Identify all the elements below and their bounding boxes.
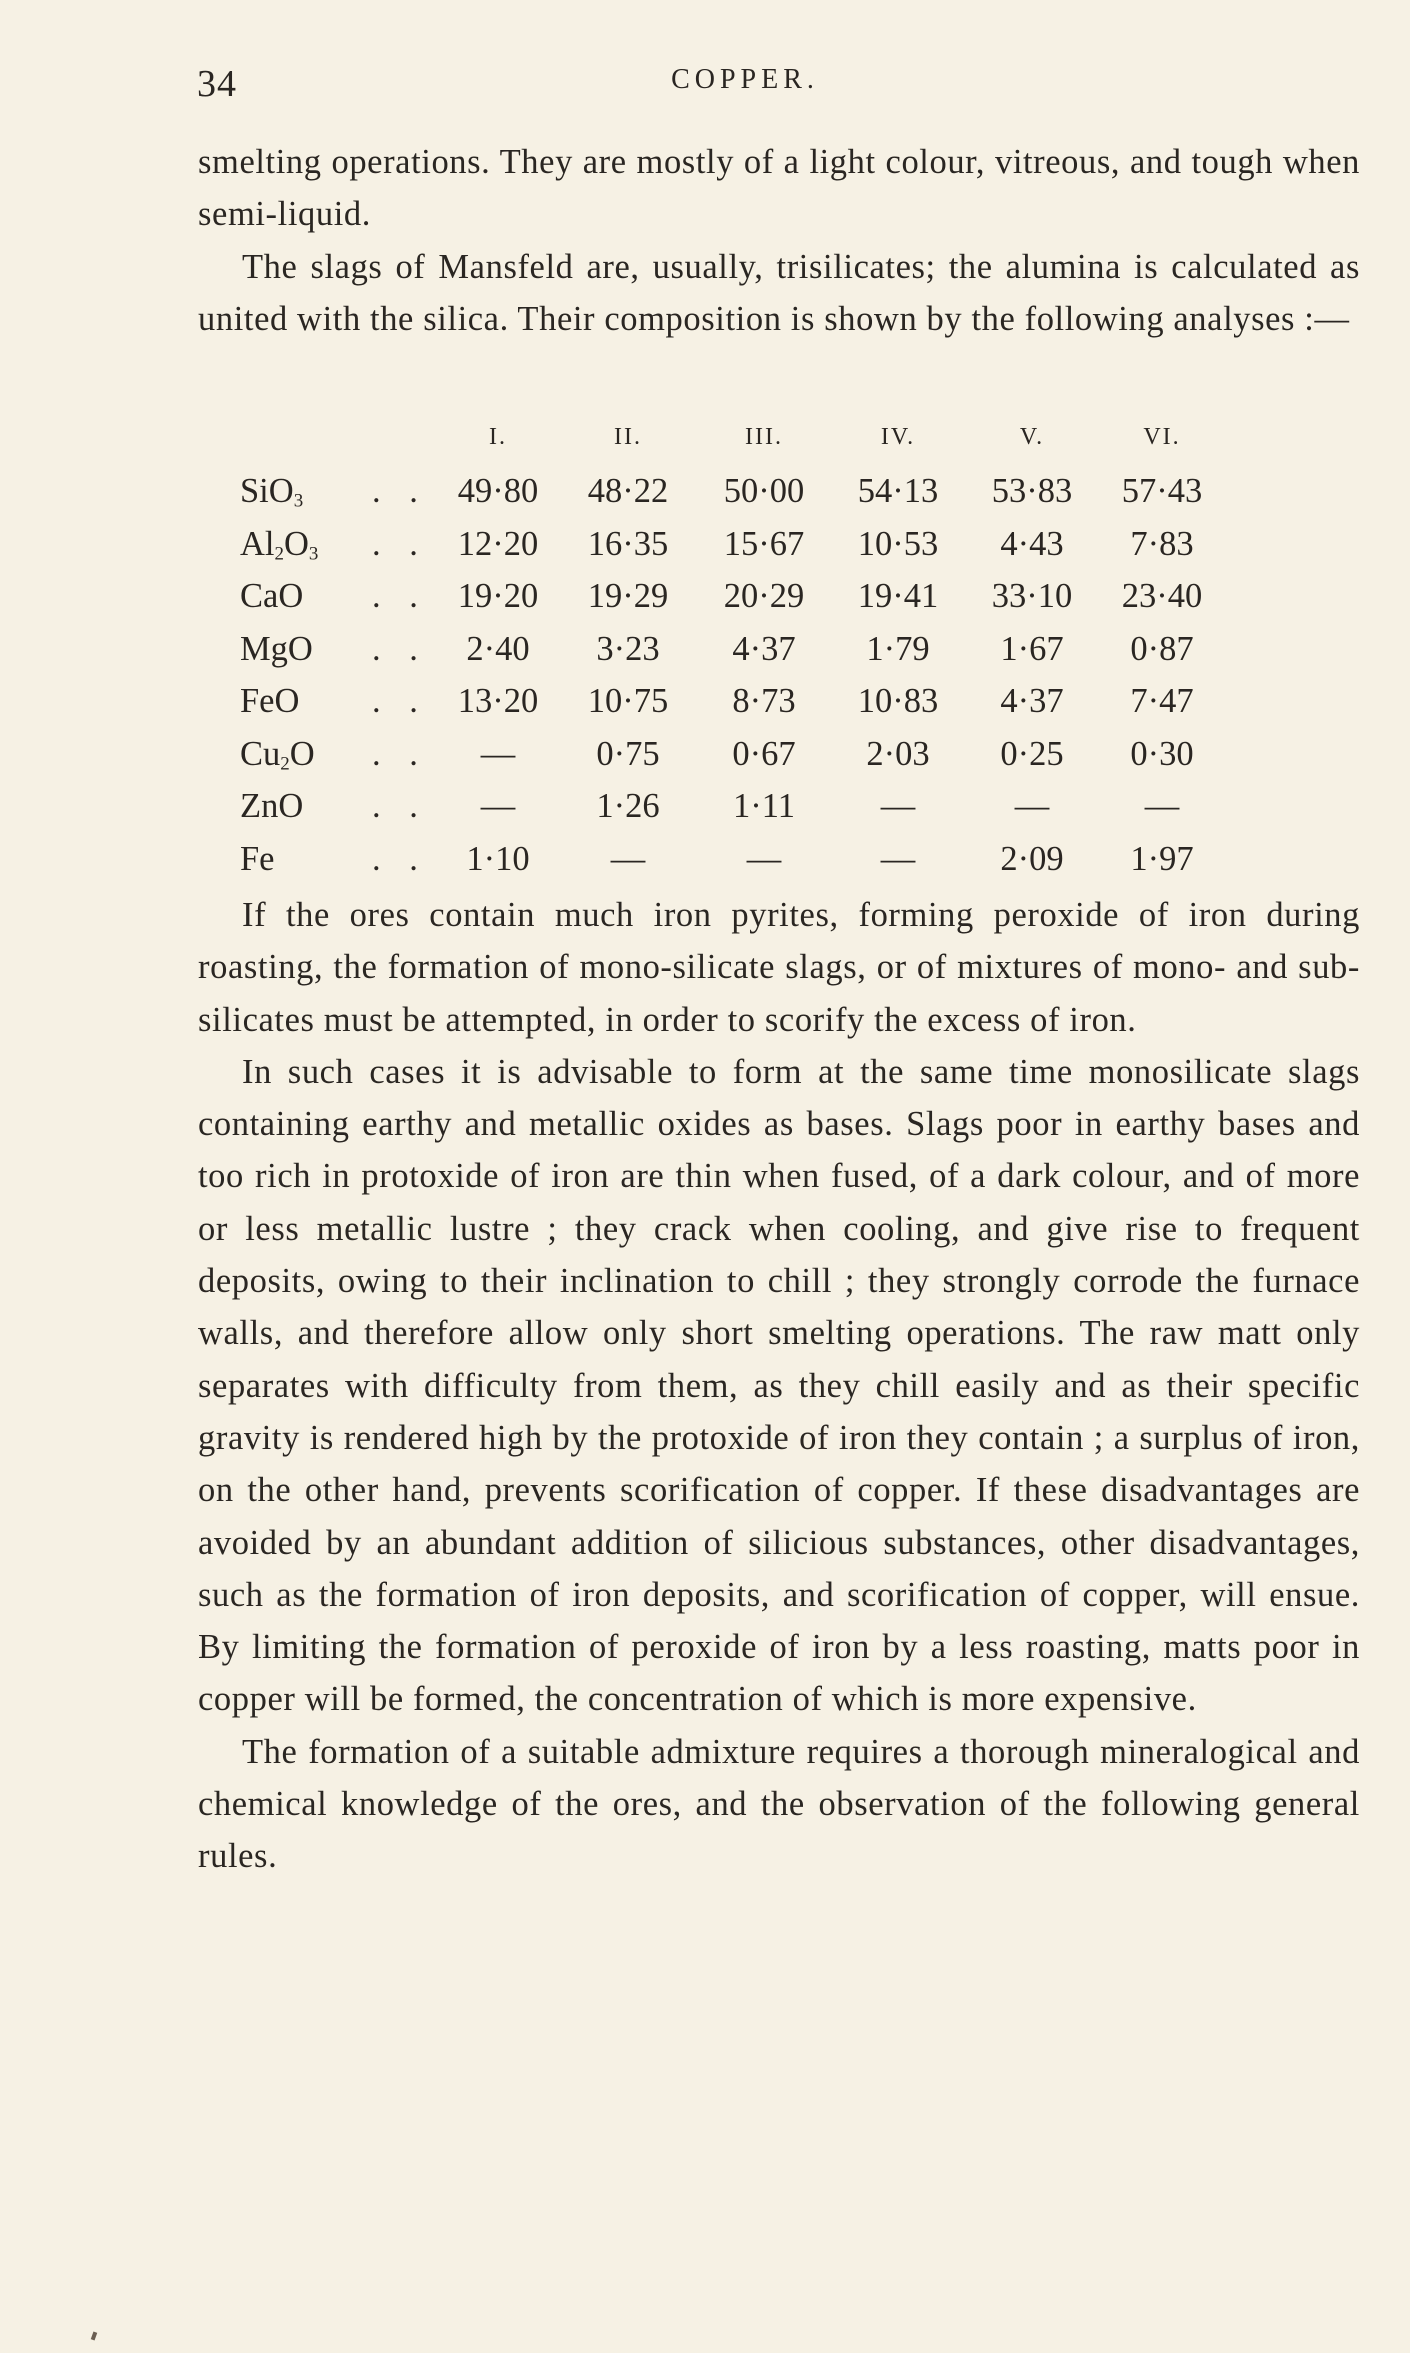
table-cell: 1·10 [466, 839, 530, 878]
table-cell: 1·26 [596, 787, 660, 825]
oxide-label: MgO [240, 629, 313, 668]
table-cell: 10·83 [857, 682, 939, 720]
table-cell: — [746, 839, 782, 878]
table-cell: 0·75 [596, 734, 660, 773]
table-cell: 3·23 [596, 629, 660, 668]
page-number: 34 [197, 63, 237, 105]
table-cell: 16·35 [587, 524, 669, 563]
table-cell: 1·97 [1130, 839, 1194, 878]
table-cell: — [1144, 787, 1180, 825]
paragraph: In such cases it is advisable to form at the same time monosilicate slags containing earthy and metallic oxides as bases. Slags poor in earthy bases and too rich in protoxide of iron are thin when fused, of a dark colour, and of more or less metallic lustre ; they crack when cooling, and give rise to frequent deposits, owing to their inclination to chill ; they strongly corrode the furnace walls, and therefore allow only short smelting operations. The raw matt only separates with difficulty from them, as they chill easily and as their specific gravity is rendered high by the protoxide of iron they contain ; a surplus of iron, on the other hand, prevents scorification of copper. If these disadvantages are avoided by an abundant addition of silicious substances, other disadvantages, such as the formation of iron deposits, and scorification of copper, will ensue. By limiting the formation of peroxide of iron by a less roasting, matts poor in copper will be formed, the concentration of which is more expensive. [198, 1052, 1360, 1719]
column-header: VI. [1143, 424, 1181, 450]
table-cell: 7·83 [1130, 524, 1194, 563]
oxide-label: CaO [240, 577, 304, 615]
table-cell: 2·03 [866, 734, 930, 773]
column-header: I. [489, 424, 507, 450]
leader-dots: . . [372, 839, 428, 878]
table-cell: 0·25 [1000, 734, 1064, 773]
table-cell: — [1014, 787, 1050, 825]
table-cell: 2·40 [466, 629, 530, 668]
oxide-label: Fe [240, 839, 275, 878]
leader-dots: . . [372, 472, 428, 510]
leader-dots: . . [372, 734, 428, 773]
table-row [198, 787, 1360, 839]
column-header: II. [614, 424, 642, 450]
table-cell: 48·22 [587, 472, 669, 510]
leader-dots: . . [372, 524, 428, 563]
leader-dots: . . [372, 629, 428, 668]
table-cell: — [880, 839, 916, 878]
table-row [198, 472, 1360, 524]
leader-dots: . . [372, 577, 428, 615]
table-cell: 8·73 [732, 682, 796, 720]
leader-dots: . . [372, 787, 428, 825]
slag-analysis-table [198, 424, 1360, 894]
table-cell: 33·10 [991, 577, 1073, 615]
table-row [198, 840, 1360, 892]
table-cell: 4·37 [1000, 682, 1064, 720]
column-header: IV. [880, 424, 916, 450]
table-cell: 4·43 [1000, 524, 1064, 563]
table-cell: — [480, 787, 516, 825]
table-cell: 54·13 [857, 472, 939, 510]
table-cell: 15·67 [723, 524, 805, 563]
table-cell: — [610, 839, 646, 878]
table-cell: — [480, 734, 516, 773]
table-cell: 19·41 [857, 577, 939, 615]
table-cell: 57·43 [1121, 472, 1203, 510]
table-row [198, 525, 1360, 577]
table-cell: 1·67 [1000, 629, 1064, 668]
table-cell: 1·11 [733, 787, 795, 825]
table-cell: 1·79 [866, 629, 930, 668]
table-row [198, 735, 1360, 787]
column-header: V. [1019, 424, 1045, 450]
oxide-label: SiO$_3$ [240, 472, 304, 512]
table-cell: 13·20 [457, 682, 539, 720]
table-cell: — [880, 787, 916, 825]
oxide-label: $Cu_2O$ [240, 734, 315, 775]
table-cell: 7·47 [1130, 682, 1194, 720]
table-cell: 0·67 [732, 734, 796, 773]
table-cell: 19·29 [587, 577, 669, 615]
table-cell: 12·20 [457, 524, 539, 563]
paragraph: smelting operations. They are mostly of a light colour, vitreous, and tough when semi-liquid. [198, 143, 1360, 234]
table-cell: 10·53 [857, 524, 939, 563]
leader-dots: . . [372, 682, 428, 720]
table-cell: 0·87 [1130, 629, 1194, 668]
table-cell: 20·29 [723, 577, 805, 615]
table-cell: 49·80 [457, 472, 539, 510]
table-cell: 10·75 [587, 682, 669, 720]
oxide-label: ZnO [240, 787, 304, 825]
table-cell: 2·09 [1000, 839, 1064, 878]
intro-text [198, 136, 1360, 345]
table-cell: 53·83 [991, 472, 1073, 510]
oxide-label: FeO [240, 682, 300, 720]
column-header: III. [745, 424, 783, 450]
print-speck [91, 2332, 97, 2341]
table-row [198, 682, 1360, 734]
paragraph: If the ores contain much iron pyrites, forming peroxide of iron during roasting, the formation of mono-silicate slags, or of mixtures of mono- and sub-silicates must be attempted, in order to scorify the excess of iron. [198, 896, 1360, 1039]
paragraph: The formation of a suitable admixture requires a thorough mineralogical and chemical knowledge of the ores, and the observation of the following general rules. [198, 1732, 1360, 1876]
table-row [198, 577, 1360, 629]
paragraph: The slags of Mansfeld are, usually, trisilicates; the alumina is calculated as united with the silica. Their composition is shown by the following analyses :— [198, 247, 1360, 338]
table-cell: 19·20 [457, 577, 539, 615]
body-text [198, 889, 1360, 1883]
table-cell: 23·40 [1121, 577, 1203, 615]
oxide-label: $Al_2O_3$ [240, 524, 319, 565]
table-cell: 4·37 [732, 629, 796, 668]
running-title: COPPER. [671, 64, 819, 95]
table-cell: 50·00 [723, 472, 805, 510]
table-cell: 0·30 [1130, 734, 1194, 773]
table-row [198, 630, 1360, 682]
